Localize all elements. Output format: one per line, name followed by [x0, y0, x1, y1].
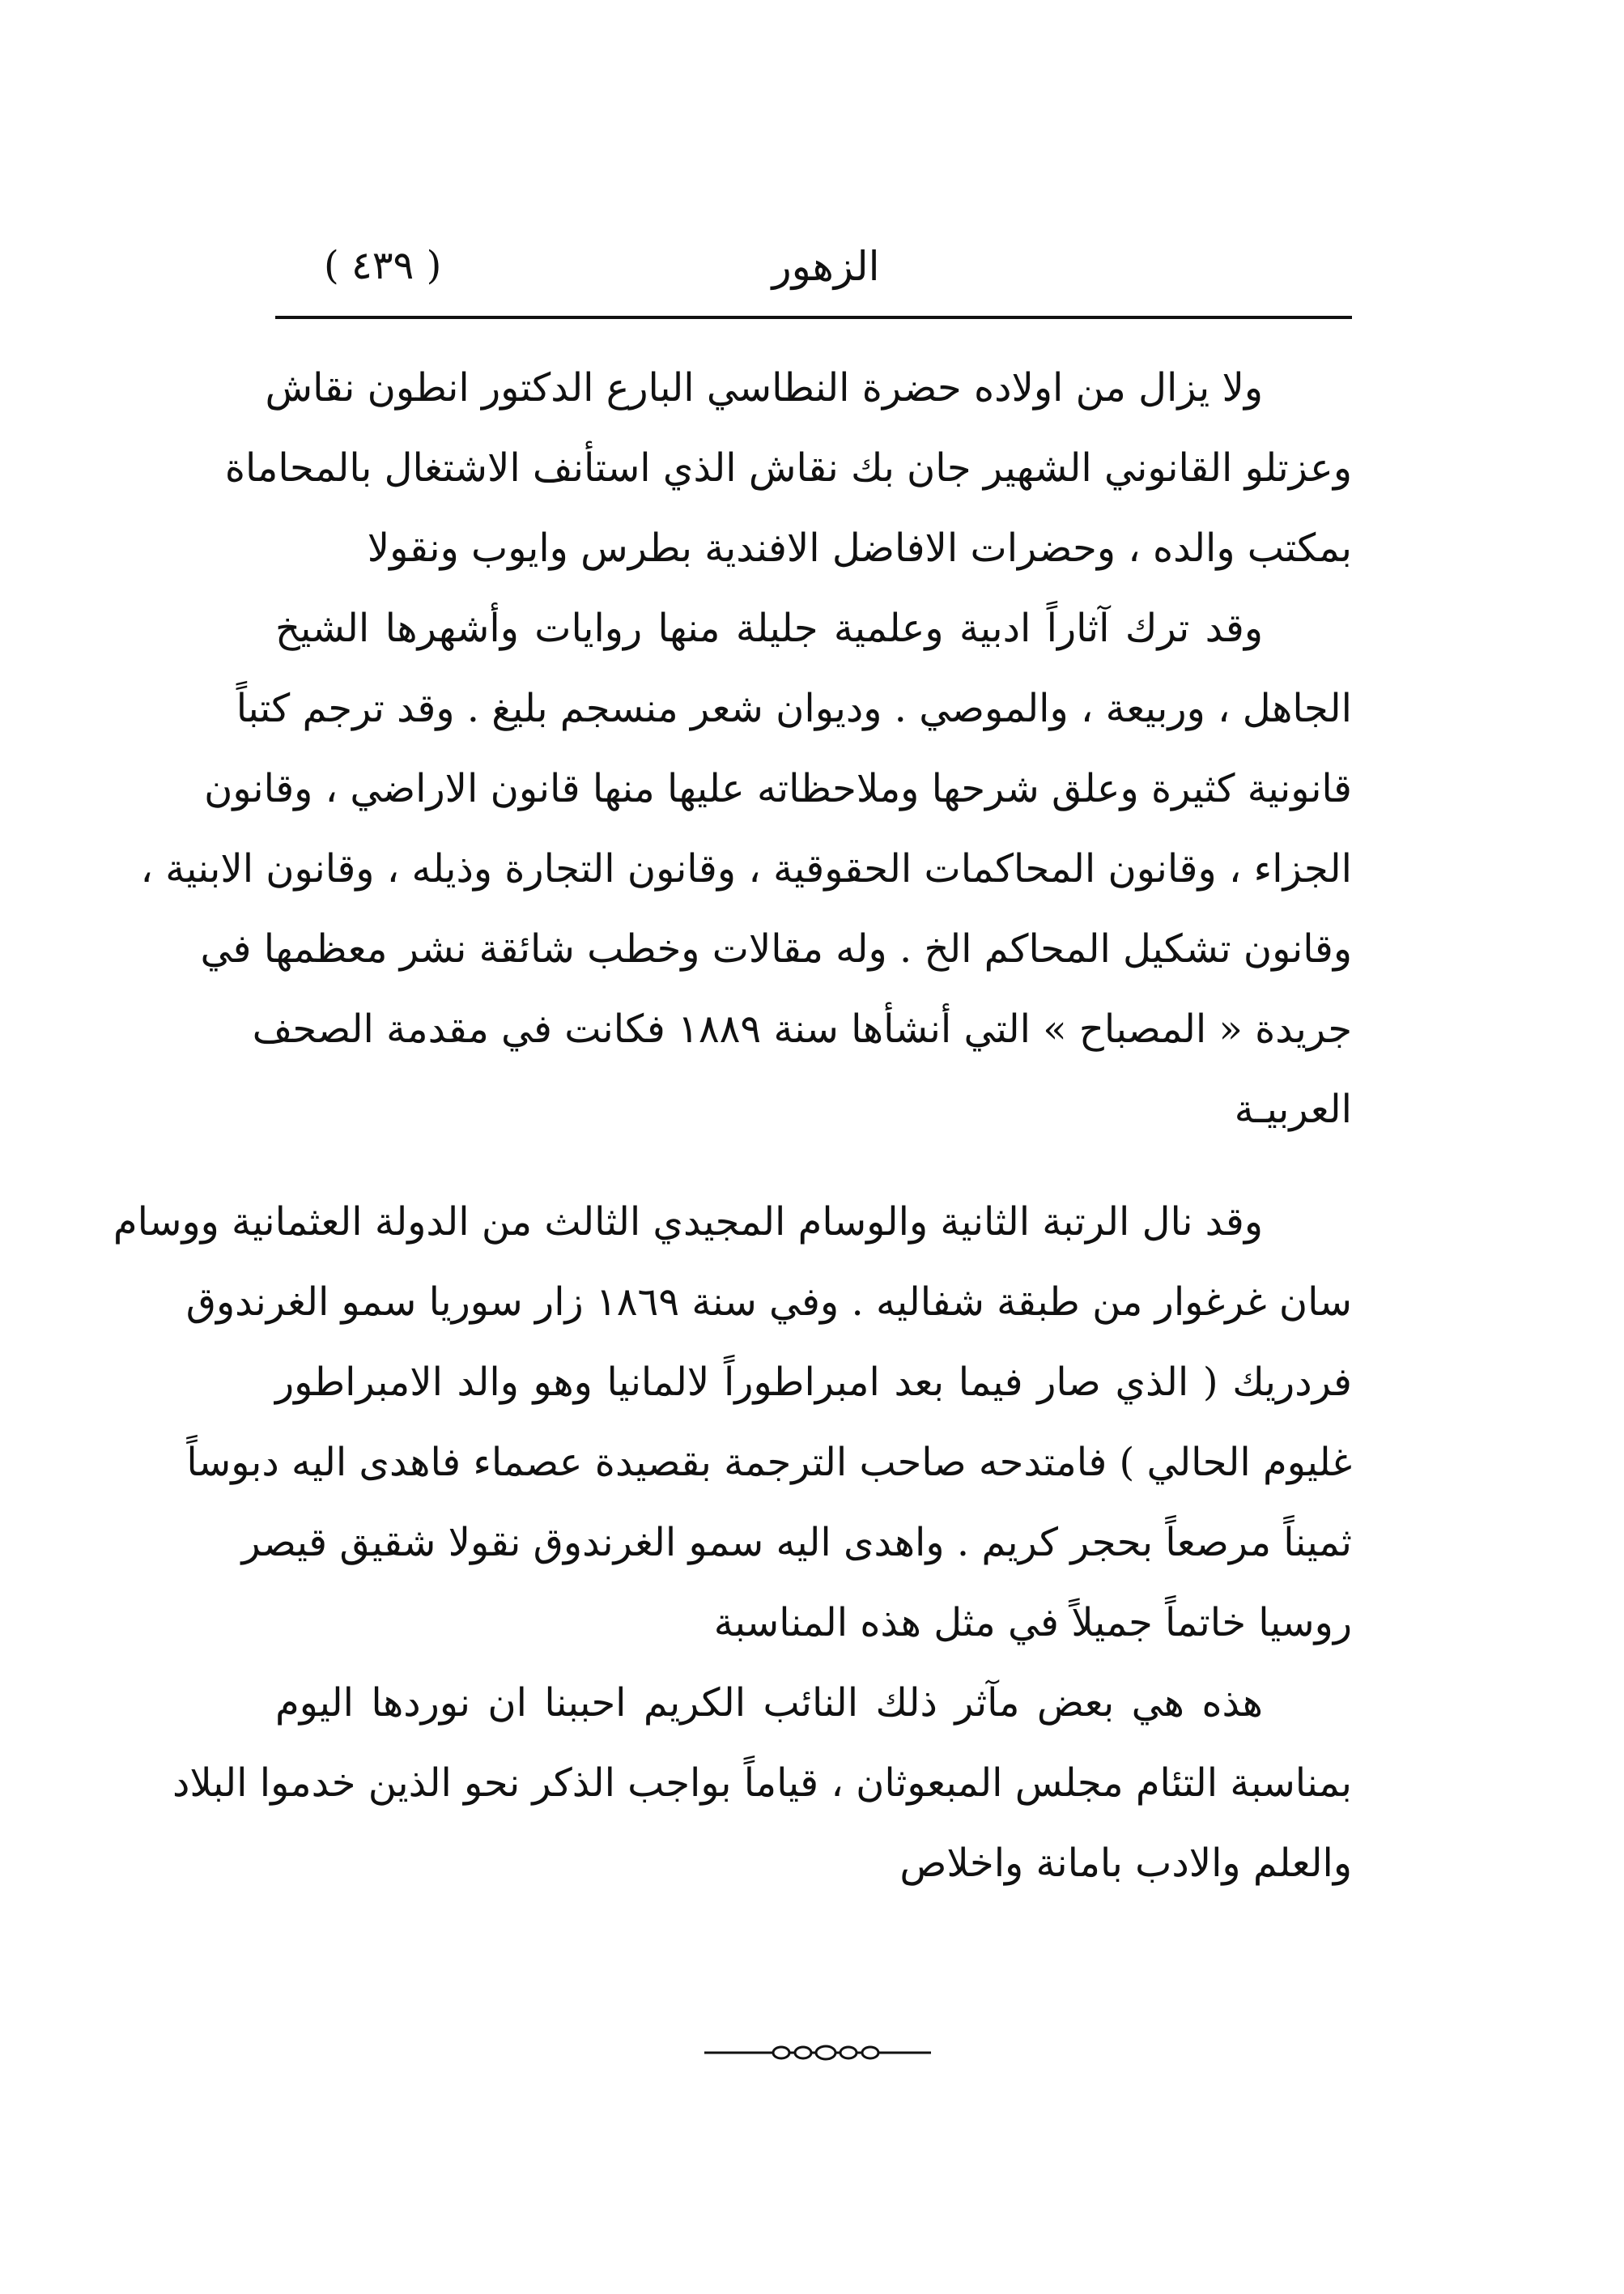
- paragraph: [224, 348, 1352, 589]
- end-ornament: [704, 2041, 931, 2065]
- text-line: والعلم والادب بامانة واخلاص: [899, 1841, 1352, 1886]
- paragraph: [140, 589, 1352, 1150]
- header-rule: [275, 316, 1352, 319]
- text-line: ولا يزال من اولاده حضرة النطاسي البارع الدكتور انطون نقاش: [265, 365, 1263, 411]
- text-line: روسيا خاتماً جميلاً في مثل هذه المناسبة: [713, 1600, 1352, 1645]
- text-line: قانونية كثيرة وعلق شرحها وملاحظاته عليها منها قانون الاراضي ، وقانون: [204, 766, 1352, 811]
- text-line: هذه هي بعض مآثر ذلك النائب الكريم احببنا ان نوردها اليوم: [275, 1680, 1263, 1726]
- text-line: بمناسبة التئام مجلس المبعوثان ، قياماً بواجب الذكر نحو الذين خدموا البلاد: [172, 1760, 1352, 1806]
- body-text: [113, 348, 1352, 1904]
- text-line: الجزاء ، وقانون المحاكمات الحقوقية ، وقانون التجارة وذيله ، وقانون الابنية ،: [140, 846, 1352, 892]
- text-line: فردريك ( الذي صار فيما بعد امبراطوراً لالمانيا وهو والد الامبراطور: [275, 1360, 1352, 1405]
- page-number: ( ٤٣٩ ): [324, 243, 442, 288]
- paragraph: [172, 1663, 1352, 1904]
- text-line: جريدة « المصباح » التي أنشأها سنة ١٨٨٩ فكانت في مقدمة الصحف: [252, 1007, 1352, 1052]
- text-line: وعزتلو القانوني الشهير جان بك نقاش الذي استأنف الاشتغال بالمحاماة: [224, 445, 1352, 491]
- paragraph-gap: [275, 1150, 1352, 1182]
- text-line: سان غرغوار من طبقة شفاليه . وفي سنة ١٨٦٩ زار سوريا سمو الغرندوق: [185, 1279, 1352, 1325]
- page-header: [275, 243, 1352, 308]
- text-line: العربيـة: [1234, 1087, 1352, 1132]
- text-line: بمكتب والده ، وحضرات الافاضل الافندية بطرس وايوب ونقولا: [367, 526, 1352, 571]
- text-line: وقانون تشكيل المحاكم الخ . وله مقالات وخطب شائقة نشر معظمها في: [200, 926, 1352, 972]
- running-title: الزهور: [772, 243, 880, 290]
- text-line: غليوم الحالي ) فامتدحه صاحب الترجمة بقصيدة عصماء فاهدى اليه دبوساً: [186, 1440, 1352, 1485]
- text-line: وقد نال الرتبة الثانية والوسام المجيدي الثالث من الدولة العثمانية ووسام: [113, 1199, 1263, 1245]
- paragraph: [113, 1182, 1352, 1663]
- text-line: ثميناً مرصعاً بحجر كريم . واهدى اليه سمو الغرندوق نقولا شقيق قيصر: [241, 1520, 1352, 1565]
- text-line: الجاهل ، وربيعة ، والموصي . وديوان شعر منسجم بليغ . وقد ترجم كتباً: [236, 686, 1352, 731]
- text-line: وقد ترك آثاراً ادبية وعلمية جليلة منها روايات وأشهرها الشيخ: [275, 606, 1263, 651]
